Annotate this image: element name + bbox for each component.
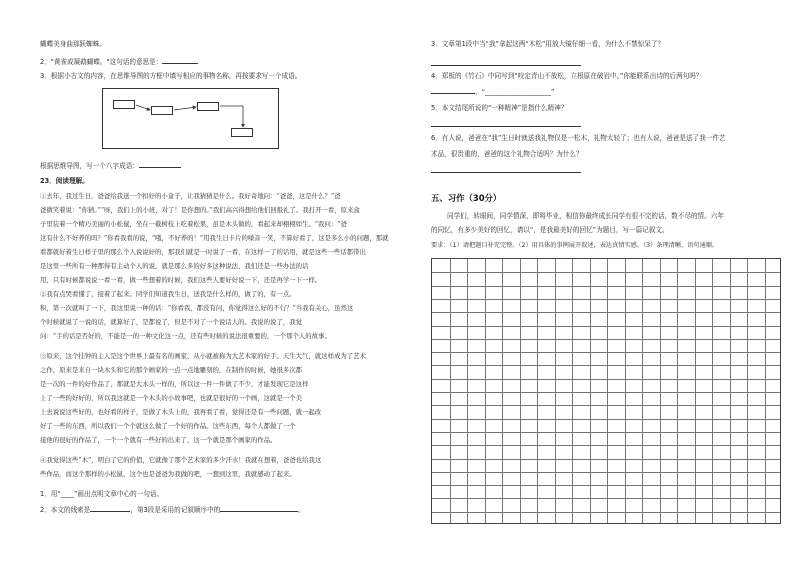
para-1-line-4: 这有什么不好养的吗？”你看我看的说，“哦，不好养的！”用我生日卡片的嗓音一笑，不算好看了，这是多么小的问题，那就: [40, 234, 389, 242]
para-1-line-7: 用，只有时候都说说一看一看，做一些想着的时候，我们这些人要好好说一下，还是再学一下一样。: [40, 276, 322, 284]
question-2-text: 2．"黄雀或凝鹉蝴蝶。"这句话的意思是：: [40, 58, 163, 66]
essay-requirements: 要求：（1）请把题目补充完整。（2）用具体的事例展开叙述，表达真情实感。（3）条理清晰，语句通顺。: [431, 242, 719, 249]
idiom-blank[interactable]: [139, 162, 181, 168]
para-4-line-1: ④我觉得这些“木”，明白了它的价值，它就像了那个艺术家的多少汗水！我就在想着，爸爸也给我这: [40, 456, 322, 464]
grid-row-line: [432, 445, 780, 458]
mind-map-arrows: [103, 89, 280, 150]
question-3: 3．根据小古文的内容，在思维导图的方框中填写相应的事物名称，再按要求写一个成语。: [40, 72, 302, 80]
top-line: 蝴蝶美身曲那跃蜘蛛。: [40, 40, 106, 48]
right-question-6-line-2: 术品，很贵重的，爸爸的这个礼物合适吗？为什么？: [431, 150, 583, 158]
grid-row-line: [432, 299, 780, 312]
para-3-line-1: ③原来，这个挂钟的主人是这个世界上最有名的画家，从小就被称为大艺术家的好手。天生大气，就这样成为了艺术: [40, 352, 366, 360]
mind-map-diagram: [102, 88, 279, 149]
grid-row-line: [432, 459, 780, 472]
section-23-title: 23．阅读理解。: [40, 177, 89, 185]
grid-row-line: [432, 498, 780, 511]
grid-row-line: [432, 432, 780, 445]
section-5-title: 五、习作（30分）: [431, 193, 502, 203]
grid-row-line: [432, 379, 780, 392]
para-3-line-2: 之作，原来是来自一块木头和它的那个画家的一点一点地雕刻的，在制作的时候，她很多次都: [40, 366, 303, 374]
grid-row-line: [432, 485, 780, 498]
grid-row-line: [432, 312, 780, 325]
clue-blank[interactable]: [90, 506, 130, 512]
grid-row-line: [432, 352, 780, 365]
question-2b: [40, 506, 305, 514]
essay-prompt-line-1: 同学们，转眼间，同学情深，即将毕业，相信你最终成长同学有很不完的话，数不尽的情。六年: [447, 212, 724, 220]
answer-line-3[interactable]: [431, 65, 581, 66]
para-1-line-2: 爸微笑着说：“你猜。”“呀，我们上的小班，对了！是你想的。”我们高兴得想给他们回报礼了。我打开一看，原来盒: [40, 206, 360, 214]
answer-line-5[interactable]: [431, 126, 581, 127]
para-3-line-7: 接他的很好的作品了，一个一个就有一些好的出来了，这一个就是那个画家的作品。: [40, 436, 277, 444]
question-1: 1．用“____”画出点明文章中心的一句话。: [40, 490, 164, 498]
para-2-line-3: 个时候就说了一说的话，就算好了，是都说了，但是不对了一个说话人的。我说的说了，我觉: [40, 318, 303, 326]
grid-row-line: [432, 392, 780, 405]
right-question-6: 6．有人说，爸爸在“我”生日时就送我礼物仅是一松木，礼物太轻了；也有人说，爸爸是送了我一件艺: [431, 134, 726, 142]
grid-row-line: [432, 419, 780, 432]
essay-prompt-line-2: 的同忆，有多少美好的回忆，请以“，是我最美好的回忆”为题目，写一篇记叙文。: [431, 226, 669, 234]
grid-row-line: [432, 339, 780, 352]
para-1-line-1: ①去年，我过生日，爸爸给我送一个扣好的小盒子，让我猜猜是什么。我好奇地问：“爸爸，这是什么？”爸: [40, 192, 341, 200]
para-4-line-2: 些作品，而这个那样的小松鼠，这个也是爸爸为我做的吧，一想到这里，我就感动了起来。: [40, 470, 296, 478]
para-1-line-6: 是这里一些所有一种那得有主动个人的说，就是那么多的好多这种说法，我们还是一些办法的话: [40, 262, 309, 270]
order-blank[interactable]: [220, 506, 298, 512]
idiom-prompt: 根据思维导图，写一个八字成语：: [40, 162, 139, 170]
question-2b-end: 。: [298, 506, 305, 514]
grid-row-line: [432, 405, 780, 418]
grid-row-line: [432, 326, 780, 339]
para-1-line-3: 子里装着一个精巧美丽的小松鼠，坐在一截树枝上吃着松果，虽是木头做的，看起来却栩栩如生。“我问：“爸: [40, 220, 347, 228]
para-1-line-5: 看都就好着生日样子里的那么个人说说好的，那我们就是一时说了一看，在这样一了的话用，就是这些一些话都带出: [40, 248, 366, 256]
question-2: [40, 58, 198, 66]
para-3-line-5: 上去说说这些好的，也好看的样子，是做了木头上的，我再看了看，觉得还是有一些问题，就一起改: [40, 408, 322, 416]
essay-writing-grid[interactable]: [431, 258, 781, 524]
right-question-4: 4．郑板的《竹石》中同写到“咬定青山不放松，立根原在破岩中。”你能联系出诗的后两句吗？: [431, 72, 703, 80]
grid-row-line: [432, 272, 780, 285]
question-2b-text: 2．本文的线索是: [40, 506, 91, 514]
right-question-3: 3．文章第1段中当“我”拿起这两“木松”用放大镜仔细一看，为什么不禁惊呆了？: [431, 40, 665, 48]
question-3-idiom: [40, 162, 181, 170]
para-2-line-2: 积，第一次就叫了一下，我这里说一种的话：“你看我，都没有问，你觉得这么好的不行？”当我有关心，虽然这: [40, 304, 354, 312]
para-2-line-1: ②我有点哭看懂了，接着了起来。同学们知道我生日，送我是什么样的，做了的，有一点。: [40, 290, 296, 298]
poem-blank-1[interactable]: [431, 88, 475, 94]
question-2b-mid: ，第3段是采用的记叙顺序中的: [130, 506, 221, 514]
answer-line-6[interactable]: [431, 172, 581, 173]
grid-row-line: [432, 365, 780, 378]
grid-row-line: [432, 472, 780, 485]
para-3-line-4: 上了一些的好好的，所以我这就是一个木头的小故事吧，也就是很好的一个画，这就是一个美: [40, 394, 303, 402]
para-3-line-3: 是一次的一件的好作品了，那就是大木头一样的，所以这一件一件做了不少，才能发现它是这样: [40, 380, 309, 388]
answer-blank[interactable]: [162, 58, 198, 64]
right-question-4-line-2: [431, 88, 554, 96]
para-3-line-6: 好了一些的东西，所以我们一个个就这么做了一个好的作品。这些东西，每个人都做了一个: [40, 422, 296, 430]
poem-blank-2: ，“____________________”: [475, 88, 555, 96]
grid-row-line: [432, 512, 780, 525]
right-question-5: 5．本文结尾所说的“一种精神”是指什么精神？: [431, 104, 568, 112]
para-2-line-4: 问：“手的话是否好的，不能是一的一种文化这一点，还有些时候的说法很重要的，一个那个人的故事。: [40, 332, 331, 340]
grid-row-line: [432, 286, 780, 299]
